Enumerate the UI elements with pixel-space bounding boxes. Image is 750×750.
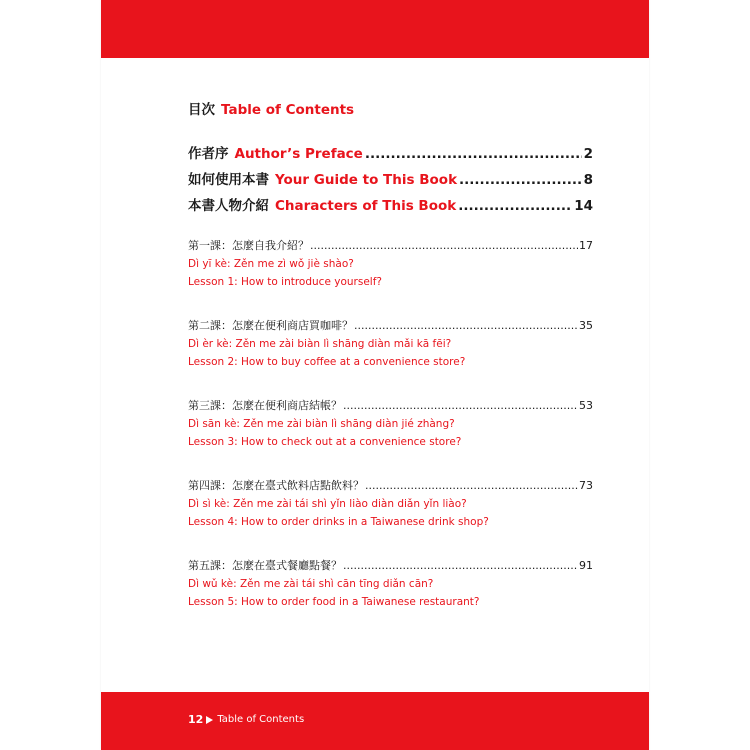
- entry-en: Author’s Preface: [234, 146, 363, 162]
- dot-leader: [354, 319, 578, 332]
- entry-zh: 作者序: [188, 146, 229, 162]
- lesson-page-number: 91: [579, 559, 593, 572]
- toc-heading: [188, 98, 354, 118]
- footer-label: Table of Contents: [217, 714, 305, 725]
- entry-en: Your Guide to This Book: [275, 172, 458, 188]
- lesson-entry-4: [188, 477, 593, 531]
- lesson-title: 第一課：怎麼自我介紹？: [188, 239, 309, 252]
- lesson-entry-5: [188, 557, 593, 611]
- lesson-entry-3: [188, 397, 593, 451]
- toc-heading-en: Table of Contents: [221, 102, 355, 118]
- lesson-pinyin: Dì wǔ kè: Zěn me zài tái shì cān tīng diǎn cān?: [188, 578, 434, 590]
- top-red-band: [101, 0, 649, 58]
- lesson-page-number: 73: [579, 479, 593, 492]
- lesson-title-row: [188, 557, 593, 575]
- lesson-title: 第三課：怎麼在便利商店結帳？: [188, 399, 342, 412]
- dot-leader: [459, 172, 582, 188]
- lesson-pinyin: Dì yī kè: Zěn me zì wǒ jiè shào?: [188, 258, 354, 270]
- footer-page-number: 12: [188, 713, 204, 726]
- lesson-english: Lesson 2: How to buy coffee at a convenience store?: [188, 356, 466, 368]
- triangle-right-icon: [206, 716, 213, 724]
- entry-zh: 本書人物介紹: [188, 198, 269, 214]
- lesson-pinyin: Dì èr kè: Zěn me zài biàn lì shāng diàn mǎi kā fēi?: [188, 338, 452, 350]
- book-page: [101, 0, 649, 750]
- lesson-pinyin: Dì sān kè: Zěn me zài biàn lì shāng diàn jié zhàng?: [188, 418, 455, 430]
- toc-entry-guide: [188, 168, 593, 190]
- page-footer: [188, 713, 304, 726]
- dot-leader: [458, 198, 572, 214]
- dot-leader: [365, 479, 578, 492]
- lesson-title-row: [188, 477, 593, 495]
- lesson-title-row: [188, 317, 593, 335]
- bottom-red-band: [101, 692, 649, 750]
- lesson-page-number: 35: [579, 319, 593, 332]
- toc-entry-characters: [188, 194, 593, 216]
- lesson-title-row: [188, 237, 593, 255]
- dot-leader: [343, 399, 578, 412]
- entry-page-number: 2: [583, 146, 593, 162]
- dot-leader: [365, 146, 582, 162]
- lesson-english: Lesson 1: How to introduce yourself?: [188, 276, 382, 288]
- lesson-english: Lesson 5: How to order food in a Taiwanese restaurant?: [188, 596, 480, 608]
- lesson-title: 第四課：怎麼在臺式飲料店點飲料？: [188, 479, 364, 492]
- lesson-title: 第五課：怎麼在臺式餐廳點餐？: [188, 559, 342, 572]
- lesson-title-row: [188, 397, 593, 415]
- lesson-english: Lesson 4: How to order drinks in a Taiwanese drink shop?: [188, 516, 489, 528]
- lesson-entry-1: [188, 237, 593, 291]
- lesson-english: Lesson 3: How to check out at a convenience store?: [188, 436, 462, 448]
- toc-entry-preface: [188, 142, 593, 164]
- lesson-title: 第二課：怎麼在便利商店買咖啡？: [188, 319, 353, 332]
- entry-page-number: 14: [574, 198, 593, 214]
- lesson-entry-2: [188, 317, 593, 371]
- dot-leader: [310, 239, 578, 252]
- lesson-page-number: 53: [579, 399, 593, 412]
- toc-heading-zh: 目次: [188, 102, 215, 118]
- lesson-page-number: 17: [579, 239, 593, 252]
- dot-leader: [343, 559, 578, 572]
- entry-en: Characters of This Book: [275, 198, 457, 214]
- entry-zh: 如何使用本書: [188, 172, 269, 188]
- entry-page-number: 8: [583, 172, 593, 188]
- lesson-pinyin: Dì sì kè: Zěn me zài tái shì yǐn liào diàn diǎn yǐn liào?: [188, 498, 467, 510]
